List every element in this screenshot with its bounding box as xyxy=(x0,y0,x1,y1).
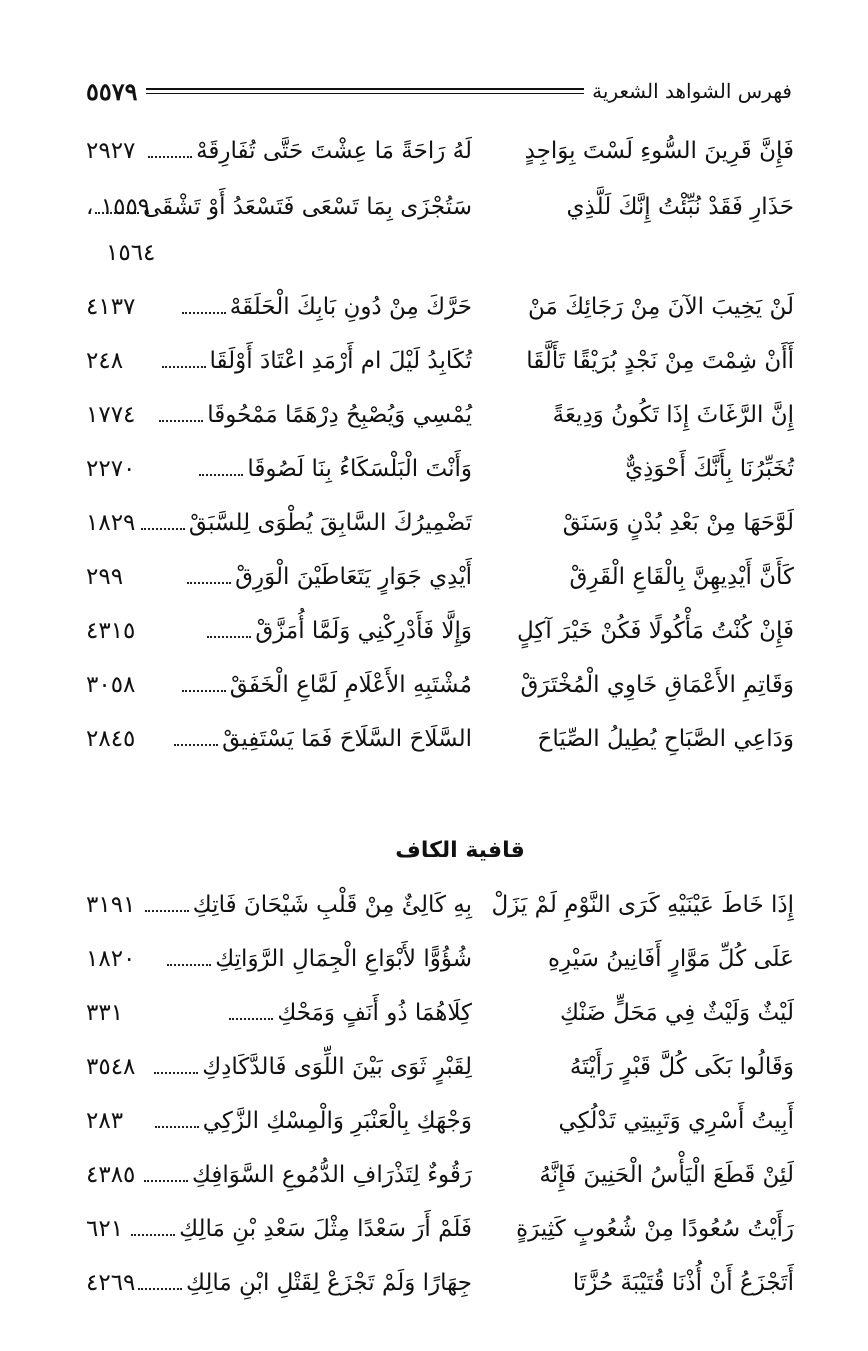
leader-dots xyxy=(145,910,189,912)
leader-dots xyxy=(154,1072,198,1074)
verse-row xyxy=(86,946,794,990)
verse-second-hemistich: كِلَاهُمَا ذُو أَنَفٍ وَمَحْكِ xyxy=(225,1000,472,1026)
verse-second-hemistich: فَلَمْ أَرَ سَعْدًا مِثْلَ سَعْدِ بْنِ مَالِكِ xyxy=(127,1216,472,1242)
page-header xyxy=(86,74,792,108)
verse-first-hemistich: فَإِنَّ قَرِينَ السُّوءِ لَسْتَ بِوَاجِدٍ xyxy=(524,138,794,164)
page-number: ٥٥٧٩ xyxy=(86,76,138,106)
verse-first-hemistich: لَنْ يَخِيبَ الآنَ مِنْ رَجَائِكَ مَنْ xyxy=(527,294,794,320)
verse-reference-number: ٣٥٤٨ xyxy=(86,1054,136,1080)
header-rule xyxy=(146,88,585,94)
verse-first-hemistich: تُخَبِّرُنَا بِأَنَّكَ أَحْوَذِيٌّ xyxy=(625,456,794,482)
verse-second-hemistich: بِهِ كَالِئٌ مِنْ قَلْبِ شَيْحَانَ فَاتِكِ xyxy=(141,892,472,918)
verse-second-hemistich: جِهَارًا وَلَمْ تَجْزَعْ لِقَتْلِ ابْنِ مَالِكِ xyxy=(134,1270,472,1296)
verse-row xyxy=(86,456,794,500)
verse-second-hemistich: لِقَبْرٍ ثَوَى بَيْنَ اللِّوَى فَالدَّكَادِكِ xyxy=(150,1054,472,1080)
verse-row xyxy=(86,194,794,238)
verse-row xyxy=(86,892,794,936)
verse-first-hemistich: إِذَا خَاطَ عَيْنَيْهِ كَرَى النَّوْمِ لَمْ يَزَلْ xyxy=(491,892,794,918)
verse-reference-number: ٣١٩١ xyxy=(86,892,136,918)
leader-dots xyxy=(155,1126,199,1128)
verse-reference-number: ٣٣١ xyxy=(86,1000,124,1026)
verse-second-hemistich: وَإِلَّا فَأَدْرِكْنِي وَلَمَّا أُمَزَّقْ xyxy=(203,618,472,644)
verse-first-hemistich: لَوَّحَهَا مِنْ بَعْدِ بُدْنٍ وَسَنَقْ xyxy=(562,510,794,536)
leader-dots xyxy=(159,420,203,422)
verse-reference-number: ٣٠٥٨ xyxy=(86,672,136,698)
verse-row xyxy=(86,510,794,554)
verse-first-hemistich: أَأَنْ شِمْتَ مِنْ نَجْدٍ بُرَيْقًا تَأَلَّقَا xyxy=(526,348,794,374)
verse-second-hemistich: وَأَنْتَ الْبَلْسَكَاءُ بِنَا لَصُوقَا xyxy=(195,456,472,482)
verse-second-hemistich: تُكَابِدُ لَيْلَ ام أَرْمَدِ اعْتَادَ أَوْلَقَا xyxy=(158,348,472,374)
verse-second-hemistich: رَقُوءٌ لِتَذْرَافِ الدُّمُوعِ السَّوَافِكِ xyxy=(140,1162,472,1188)
verse-reference-number: ٤٣٨٥ xyxy=(86,1162,136,1188)
verse-second-hemistich: شُؤُوًّا لأَبْوَاعِ الْجِمَالِ الرَّوَاتِكِ xyxy=(163,946,472,972)
verse-reference-number: ٢٩٩ xyxy=(86,564,124,590)
verse-first-hemistich: لَئِنْ قَطَعَ الْيَأْسُ الْحَنِينَ فَإِنَّهُ xyxy=(539,1162,794,1188)
leader-dots xyxy=(207,636,251,638)
leader-dots xyxy=(131,1234,175,1236)
leader-dots xyxy=(138,1288,182,1290)
verse-first-hemistich: أَبِيتُ أَسْرِي وَتَبِيتِي تَدْلُكِي xyxy=(558,1108,794,1134)
verse-second-hemistich: أَيْدِي جَوَارٍ يَتَعَاطَيْنَ الْوَرِقْ xyxy=(183,564,472,590)
verse-first-hemistich: وَقَاتِمِ الأَعْمَاقِ خَاوِي الْمُخْتَرَقْ xyxy=(520,672,794,698)
verse-row xyxy=(86,1108,794,1152)
verse-second-hemistich: سَتُجْزَى بِمَا تَسْعَى فَتَسْعَدُ أَوْ تَشْقَى xyxy=(91,194,472,220)
leader-dots xyxy=(229,1018,273,1020)
verse-second-hemistich: تَضْمِيرُكَ السَّابِقَ يُطْوَى لِلسَّبَقْ xyxy=(137,510,472,536)
verse-first-hemistich: فَإِنْ كُنْتُ مَأْكُولًا فَكُنْ خَيْرَ آكِلٍ xyxy=(516,618,794,644)
verse-reference-number: ٢٤٨ xyxy=(86,348,124,374)
verse-row xyxy=(86,402,794,446)
verse-reference-number: ١٨٢٩ xyxy=(86,510,136,536)
verse-row xyxy=(86,1270,794,1314)
verse-reference-number: ١٥٥٩ ، xyxy=(86,194,151,220)
verse-reference-number: ٢٨٤٥ xyxy=(86,726,136,752)
verse-reference-number: ٤٢٦٩ xyxy=(86,1270,136,1296)
leader-dots xyxy=(144,1180,188,1182)
verse-reference-number: ١٧٧٤ xyxy=(86,402,136,428)
verse-row xyxy=(86,1054,794,1098)
leader-dots xyxy=(187,582,231,584)
verse-reference-number: ٤٣١٥ xyxy=(86,618,136,644)
verse-reference-number: ٤١٣٧ xyxy=(86,294,136,320)
verse-row xyxy=(86,618,794,662)
verse-first-hemistich: كَأَنَّ أَيْدِيهِنَّ بِالْقَاعِ الْقَرِقْ xyxy=(569,564,794,590)
verse-reference-number: ٢٢٧٠ xyxy=(86,456,136,482)
verse-second-hemistich: السَّلَاحَ السَّلَاحَ فَمَا يَسْتَفِيقْ xyxy=(170,726,472,752)
verse-first-hemistich: حَذَارِ فَقَدْ نُبِّئْتُ إِنَّكَ لَلَّذِي xyxy=(566,194,794,220)
leader-dots xyxy=(174,744,218,746)
verse-row xyxy=(86,294,794,338)
verse-second-hemistich: حَرَّكَ مِنْ دُونِ بَابِكَ الْحَلَقَهْ xyxy=(178,294,472,320)
leader-dots xyxy=(199,474,243,476)
verse-first-hemistich: رَأَيْتُ سُعُودًا مِنْ شُعُوبٍ كَثِيرَةٍ xyxy=(516,1216,794,1242)
leader-dots xyxy=(182,312,226,314)
verse-reference-continuation xyxy=(86,240,794,284)
verse-first-hemistich: إِنَّ الرَّغَاثَ إِذَا تَكُونُ وَدِيعَةً xyxy=(552,402,794,428)
verse-row xyxy=(86,138,794,182)
verse-second-hemistich: مُشْتَبِهِ الأَعْلَامِ لَمَّاعِ الْخَفَقْ xyxy=(178,672,472,698)
leader-dots xyxy=(167,964,211,966)
verse-row xyxy=(86,726,794,770)
section-heading: قافية الكاف xyxy=(395,838,525,863)
verse-first-hemistich: وَقَالُوا بَكَى كُلَّ قَبْرٍ رَأَيْتَهُ xyxy=(569,1054,794,1080)
verse-reference-number: ٢٩٢٧ xyxy=(86,138,136,164)
verse-first-hemistich: أَتَجْزَعُ أَنْ أُذْنَا قُتَيْبَةَ حُزَّتَا xyxy=(572,1270,794,1296)
leader-dots xyxy=(141,528,185,530)
running-title: فهرس الشواهد الشعرية xyxy=(592,79,792,103)
verse-first-hemistich: لَيْثٌ وَلَيْثٌ فِي مَحَلٍّ ضَنْكِ xyxy=(559,1000,794,1026)
verse-second-hemistich: وَجْهَكِ بِالْعَنْبَرِ وَالْمِسْكِ الزَّكِي xyxy=(151,1108,472,1134)
verse-reference-number: ١٨٢٠ xyxy=(86,946,136,972)
verse-reference-number: ٦٢١ xyxy=(86,1216,124,1242)
leader-dots xyxy=(148,156,192,158)
leader-dots xyxy=(182,690,226,692)
verse-row xyxy=(86,1162,794,1206)
verse-row xyxy=(86,348,794,392)
leader-dots xyxy=(162,366,206,368)
verse-row xyxy=(86,1000,794,1044)
verse-row xyxy=(86,564,794,608)
verse-row xyxy=(86,1216,794,1260)
verse-reference-number: ٢٨٣ xyxy=(86,1108,124,1134)
verse-second-hemistich: لَهُ رَاحَةً مَا عِشْتَ حَتَّى تُفَارِقَهْ xyxy=(144,138,472,164)
verse-reference-number: ١٥٦٤ xyxy=(106,240,156,266)
verse-row xyxy=(86,672,794,716)
verse-first-hemistich: وَدَاعِي الصَّبَاحِ يُطِيلُ الصِّيَاحَ xyxy=(537,726,794,752)
verse-second-hemistich: يُمْسِي وَيُصْبِحُ دِرْهَمًا مَمْحُوقَا xyxy=(155,402,472,428)
verse-first-hemistich: عَلَى كُلِّ مَوَّارٍ أَفَانِينُ سَيْرِهِ xyxy=(547,946,794,972)
